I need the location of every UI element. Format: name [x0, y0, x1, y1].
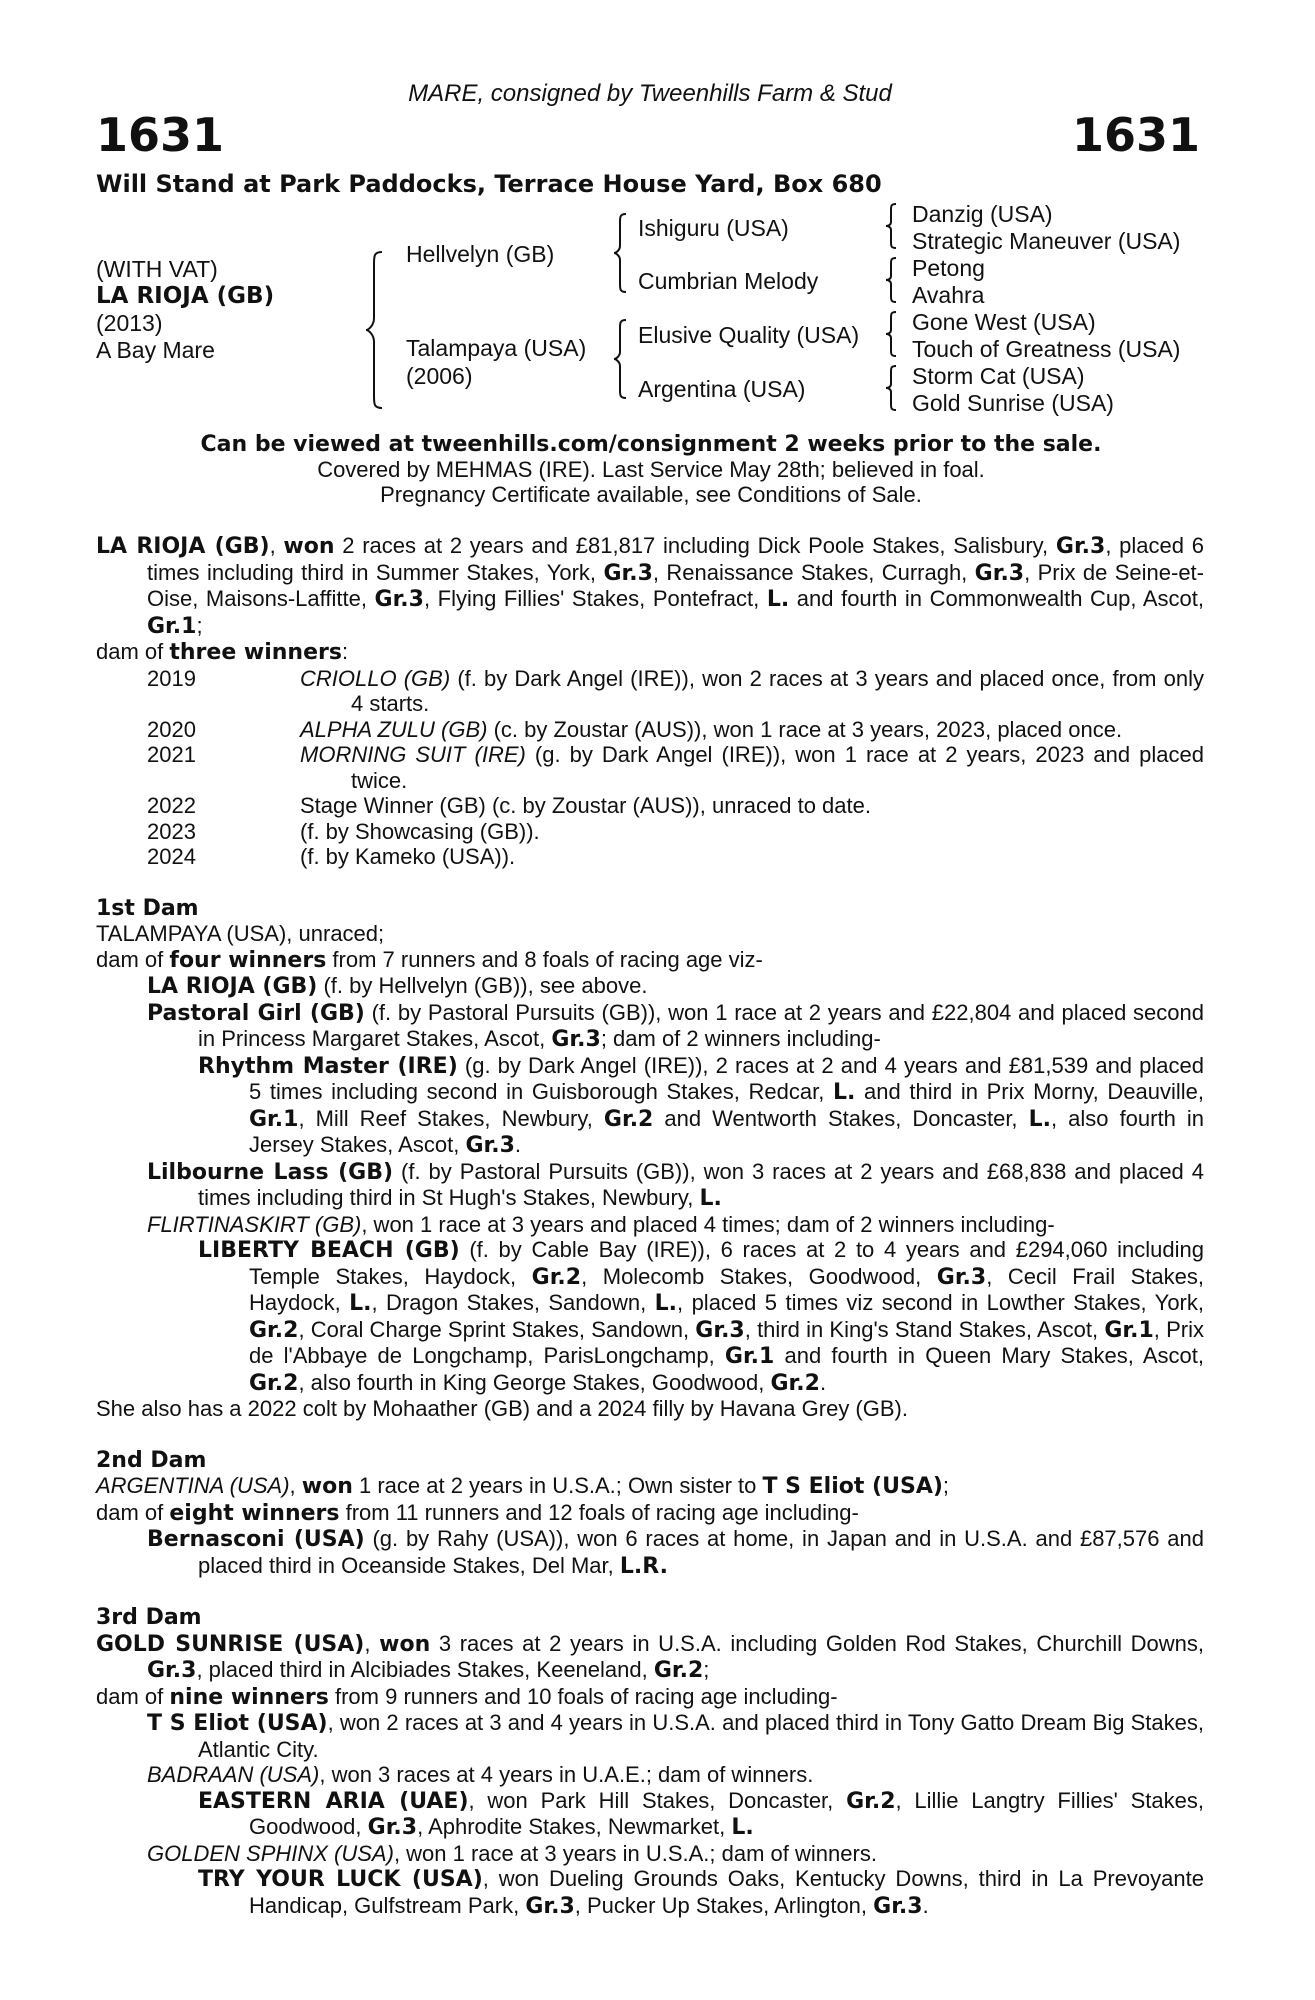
- pedigree-bracket-3c: [884, 310, 900, 358]
- third-dam-line: GOLD SUNRISE (USA), won 3 races at 2 years in U.S.A. including Golden Rod Stakes, Churchill Downs, Gr.3, placed third in Alcibiades Stakes, Keeneland, Gr.2;: [96, 1630, 1204, 1683]
- foal-row: 2021 MORNING SUIT (IRE) (g. by Dark Angel (IRE)), won 1 race at 2 years, 2023 and placed twice.: [147, 742, 1204, 793]
- pedigree-bracket-3a: [884, 202, 900, 250]
- pedigree-sire-sire: Ishiguru (USA): [638, 215, 789, 241]
- third-dam-heading: 3rd Dam: [96, 1605, 202, 1630]
- produce-entry: LA RIOJA (GB) (f. by Hellvelyn (GB)), see above.: [147, 973, 648, 999]
- catalogue-body: [96, 533, 1204, 1919]
- pedigree-sire: Hellvelyn (GB): [406, 241, 555, 267]
- lot-number-right: 1631: [1071, 108, 1200, 162]
- view-note: Can be viewed at tweenhills.com/consignment 2 weeks prior to the sale.: [200, 432, 1102, 457]
- pedigree-dam-sire: Elusive Quality (USA): [638, 322, 860, 348]
- foal-row: 2024 (f. by Kameko (USA)).: [147, 844, 516, 869]
- horse-description: A Bay Mare: [96, 337, 215, 363]
- produce-entry: Lilbourne Lass (GB) (f. by Pastoral Pursuits (GB)), won 3 races at 2 years and £68,838 and placed 4 times including third in St Hugh's Stakes, Newbury, L.: [147, 1158, 1204, 1211]
- pedigree-sds: Petong: [912, 255, 985, 281]
- produce-entry: Pastoral Girl (GB) (f. by Pastoral Pursuits (GB)), won 1 race at 2 years and £22,804 and placed second in Princess Margaret Stakes, Ascot, Gr.3; dam of 2 winners including-: [147, 999, 1204, 1052]
- produce-entry: LIBERTY BEACH (GB) (f. by Cable Bay (IRE)), 6 races at 2 to 4 years and £294,060 including Temple Stakes, Haydock, Gr.2, Molecomb Stakes, Goodwood, Gr.3, Cecil Frail Stakes, Haydock, L., Dragon Stakes, Sandown, L., placed 5 times viz second in Lowther Stakes, York, Gr.2, Coral Charge Sprint Stakes, Sandown, Gr.3, third in King's Stand Stakes, Ascot, Gr.1, Prix de l'Abbaye de Longchamp, ParisLongchamp, Gr.1 and fourth in Queen Mary Stakes, Ascot, Gr.2, also fourth in King George Stakes, Goodwood, Gr.2.: [198, 1237, 1204, 1396]
- pedigree-bracket-3b: [884, 256, 900, 304]
- pedigree-ssd: Strategic Maneuver (USA): [912, 228, 1181, 254]
- foal-row: 2023 (f. by Showcasing (GB)).: [147, 818, 540, 844]
- second-dam-produce: dam of eight winners from 11 runners and 12 foals of racing age including-: [96, 1499, 859, 1526]
- first-dam-heading: 1st Dam: [96, 895, 199, 921]
- stand-location: Will Stand at Park Paddocks, Terrace House Yard, Box 680: [96, 170, 882, 198]
- pedigree-dss: Gone West (USA): [912, 309, 1096, 335]
- first-dam-also: She also has a 2022 colt by Mohaather (GB) and a 2024 filly by Havana Grey (GB).: [96, 1396, 908, 1421]
- produce-entry: Bernasconi (USA) (g. by Rahy (USA)), won 6 races at home, in Japan and in U.S.A. and £87,576 and placed third in Oceanside Stakes, Del Mar, L.R.: [147, 1526, 1204, 1579]
- produce-entry: Rhythm Master (IRE) (g. by Dark Angel (IRE)), 2 races at 2 and 4 years and £81,539 and placed 5 times including second in Guisborough Stakes, Redcar, L. and third in Prix Morny, Deauville, Gr.1, Mill Reef Stakes, Newbury, Gr.2 and Wentworth Stakes, Doncaster, L., also fourth in Jersey Stakes, Ascot, Gr.3.: [198, 1052, 1204, 1158]
- produce-entry: FLIRTINASKIRT (GB), won 1 race at 3 years and placed 4 times; dam of 2 winners including-: [147, 1211, 1055, 1237]
- foal-row: 2020 ALPHA ZULU (GB) (c. by Zoustar (AUS)), won 1 race at 3 years, 2023, placed once.: [147, 716, 1123, 742]
- pedigree-dam-year: (2006): [406, 363, 473, 389]
- pedigree-sdd: Avahra: [912, 282, 985, 308]
- horse-info: [96, 256, 274, 364]
- pedigree-dam: Talampaya (USA): [406, 335, 587, 361]
- second-dam-line: ARGENTINA (USA), won 1 race at 2 years in U.S.A.; Own sister to T S Eliot (USA);: [96, 1473, 950, 1499]
- sale-notes: [96, 432, 1206, 507]
- pedigree-bracket-1: [364, 250, 394, 410]
- horse-year: (2013): [96, 310, 163, 336]
- second-dam-heading: 2nd Dam: [96, 1447, 207, 1473]
- consignment-subtitle: MARE, consigned by Tweenhills Farm & Stud: [408, 80, 892, 107]
- produce-entry: T S Eliot (USA), won 2 races at 3 and 4 years in U.S.A. and placed third in Tony Gatto Dream Big Stakes, Atlantic City.: [147, 1710, 1204, 1762]
- first-dam-line: TALAMPAYA (USA), unraced;: [96, 921, 385, 946]
- pedigree-dsd: Touch of Greatness (USA): [912, 336, 1181, 362]
- lot-number-left: 1631: [96, 108, 225, 162]
- pedigree-bracket-3d: [884, 364, 900, 412]
- pedigree-dds: Storm Cat (USA): [912, 363, 1085, 389]
- pedigree-sire-dam: Cumbrian Melody: [638, 268, 819, 294]
- foal-row: 2019 CRIOLLO (GB) (f. by Dark Angel (IRE)), won 2 races at 3 years and placed once, from only 4 starts.: [147, 665, 1204, 716]
- foal-row: 2022 Stage Winner (GB) (c. by Zoustar (AUS)), unraced to date.: [147, 793, 871, 818]
- pedigree-dam-dam: Argentina (USA): [638, 376, 806, 402]
- horse-record: LA RIOJA (GB), won 2 races at 2 years and £81,817 including Dick Poole Stakes, Salisbury, Gr.3, placed 6 times including third in Summer Stakes, York, Gr.3, Renaissance Stakes, Curragh, Gr.3, Prix de Seine-et-Oise, Maisons-Laffitte, Gr.3, Flying Fillies' Stakes, Pontefract, L. and fourth in Commonwealth Cup, Ascot, Gr.1;: [96, 533, 1204, 639]
- pedigree-bracket-2a: [612, 212, 632, 294]
- covered-note: Covered by MEHMAS (IRE). Last Service May 28th; believed in foal.: [317, 457, 985, 482]
- pedigree-sss: Danzig (USA): [912, 201, 1053, 227]
- third-dam-produce: dam of nine winners from 9 runners and 10 foals of racing age including-: [96, 1683, 838, 1710]
- produce-entry: EASTERN ARIA (UAE), won Park Hill Stakes, Doncaster, Gr.2, Lillie Langtry Fillies' Stakes, Goodwood, Gr.3, Aphrodite Stakes, Newmarket, L.: [198, 1787, 1205, 1840]
- pregnancy-note: Pregnancy Certificate available, see Conditions of Sale.: [380, 482, 922, 507]
- produce-entry: TRY YOUR LUCK (USA), won Dueling Grounds Oaks, Kentucky Downs, third in La Prevoyante Handicap, Gulfstream Park, Gr.3, Pucker Up Stakes, Arlington, Gr.3.: [198, 1866, 1204, 1919]
- first-dam-produce: dam of four winners from 7 runners and 8 foals of racing age viz-: [96, 946, 763, 973]
- horse-name: LA RIOJA (GB): [96, 283, 275, 309]
- produce-entry: GOLDEN SPHINX (USA), won 1 race at 3 years in U.S.A.; dam of winners.: [147, 1840, 877, 1866]
- pedigree-bracket-2b: [612, 318, 632, 400]
- dam-of-winners: dam of three winners:: [96, 639, 349, 665]
- produce-entry: BADRAAN (USA), won 3 races at 4 years in U.A.E.; dam of winners.: [147, 1762, 814, 1787]
- pedigree-ddd: Gold Sunrise (USA): [912, 390, 1114, 416]
- vat-note: (WITH VAT): [96, 256, 218, 282]
